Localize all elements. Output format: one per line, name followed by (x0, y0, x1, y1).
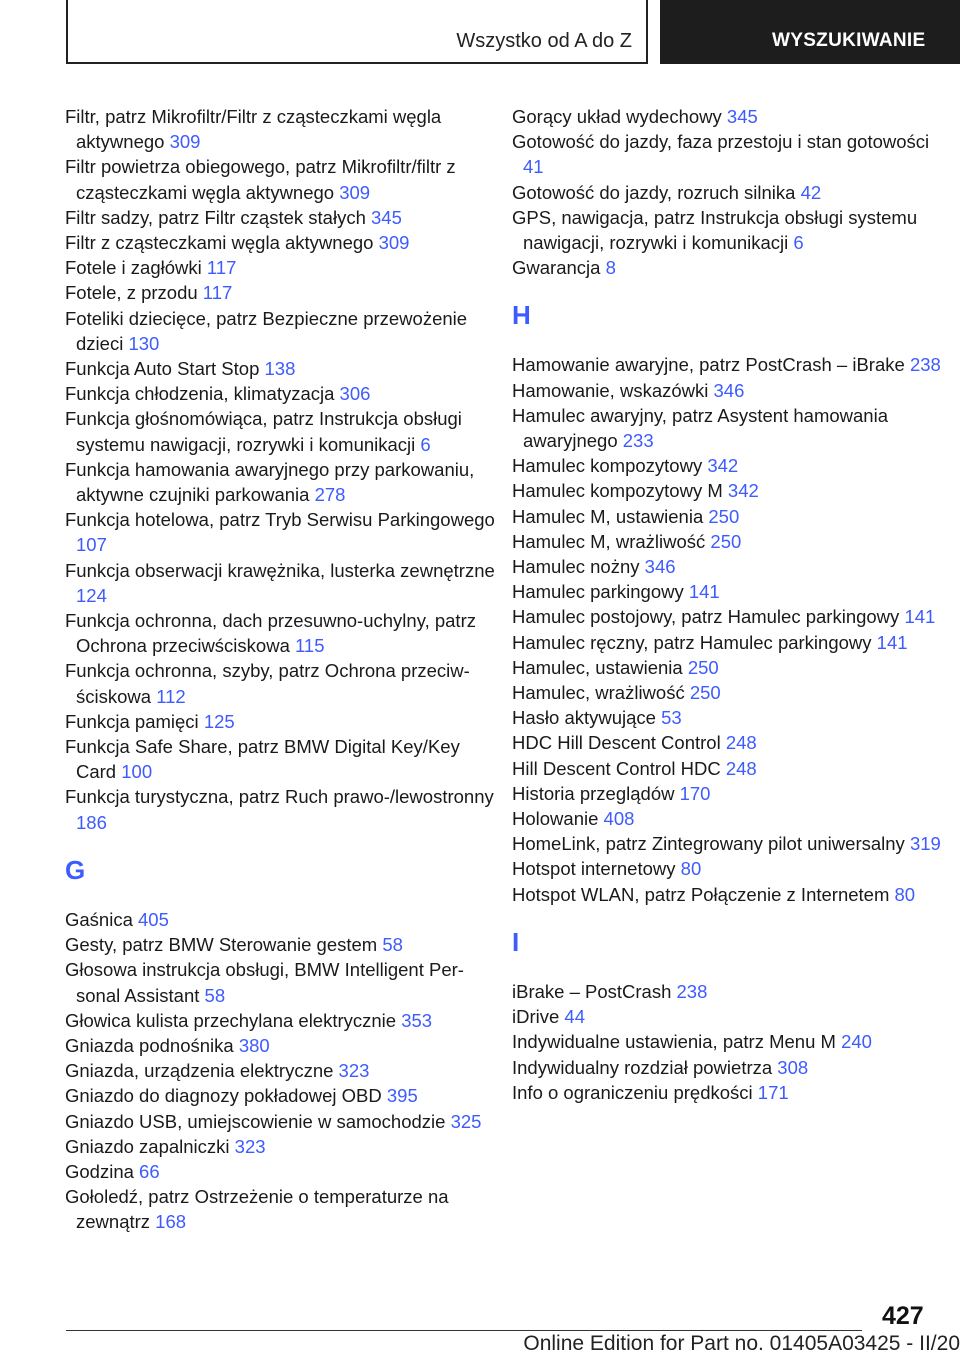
index-entry-text: Filtr, patrz Mikrofiltr/Filtr z cząsteczkami węgla aktywnego (65, 106, 442, 153)
index-entry (512, 255, 942, 280)
index-entry-text: Fotele i zagłówki (65, 257, 202, 279)
index-entry (65, 1033, 495, 1058)
index-entry-text: Hamulec parkingowy (512, 581, 684, 603)
index-entry-text: Hotspot internetowy (512, 858, 676, 880)
index-entry (512, 604, 942, 629)
index-entry-text: Hamulec, ustawienia (512, 656, 683, 678)
search-tab[interactable] (660, 0, 960, 64)
index-page-link[interactable]: 309 (169, 131, 201, 153)
index-entry-text: Gniazda, urządzenia elektryczne (65, 1060, 334, 1082)
index-entry (65, 658, 495, 708)
index-entry (512, 1055, 942, 1080)
index-entry-text: Hamulec nożny (512, 556, 640, 578)
index-entry (512, 504, 942, 529)
index-entry (512, 529, 942, 554)
index-entry-text: Gniazdo zapalniczki (65, 1135, 230, 1157)
index-entry-text: Funkcja Safe Share, patrz BMW Digital Key/Key Card (65, 736, 460, 783)
index-entry-text: Funkcja głośnomówiąca, patrz Instrukcja obsługi systemu nawigacji, rozrywki i komunikacji (65, 408, 462, 455)
index-page-link[interactable]: 250 (689, 682, 721, 704)
footer-edition-note: Online Edition for Part no. 01405A03425 - II/20 (523, 1332, 960, 1355)
index-page-link[interactable]: 250 (710, 530, 742, 552)
index-entry-text: Filtr sadzy, patrz Filtr cząstek stałych (65, 206, 366, 228)
index-entry-text: Gaśnica (65, 908, 133, 930)
index-entry (65, 1159, 495, 1184)
index-page-link[interactable]: 115 (295, 635, 325, 657)
index-entry (65, 1008, 495, 1033)
index-entry-text: iDrive (512, 1006, 560, 1028)
index-entry (512, 806, 942, 831)
index-page-link[interactable]: 66 (139, 1160, 160, 1182)
index-entry-text: Głowica kulista przechylana elektrycznie (65, 1009, 397, 1031)
index-entry-text: Hamulec kompozytowy (512, 455, 703, 477)
index-entry (512, 630, 942, 655)
index-page-link[interactable]: 238 (909, 354, 941, 376)
index-entry-text: Hill Descent Control HDC (512, 757, 721, 779)
index-entry (65, 356, 495, 381)
index-entry (512, 579, 942, 604)
index-entry (512, 1080, 942, 1105)
index-entry (65, 1184, 495, 1234)
index-entry-text: Foteliki dziecięce, patrz Bezpieczne przewożenie dzieci (65, 307, 468, 354)
index-entry-text: Funkcja hamowania awaryjnego przy parkowaniu, aktywne czujniki parkowania (65, 458, 475, 506)
index-page-link[interactable]: 53 (661, 707, 682, 729)
section-title: Wszystko od A do Z (456, 30, 632, 52)
index-entry-text: Funkcja hotelowa, patrz Tryb Serwisu Parkingowego (65, 509, 495, 531)
index-entry (65, 558, 495, 608)
index-column-left (65, 104, 495, 1235)
index-entry (512, 403, 942, 453)
index-entry-text: Fotele, z przodu (65, 282, 198, 304)
index-page-link[interactable]: 41 (523, 156, 544, 178)
index-page-link[interactable]: 238 (676, 980, 708, 1002)
index-page-link[interactable]: 323 (234, 1135, 266, 1157)
index-entry (512, 781, 942, 806)
index-page-link[interactable]: 112 (156, 685, 186, 707)
index-entry (65, 154, 495, 204)
index-entry (65, 381, 495, 406)
index-entry-text: Filtr powietrza obiegowego, patrz Mikrofiltr/filtr z cząsteczkami węgla aktywnego (65, 156, 456, 203)
index-entry-text: Hotspot WLAN, patrz Połączenie z Internetem (512, 883, 890, 905)
index-entry-text: Funkcja turystyczna, patrz Ruch prawo-/lewostronny (65, 786, 494, 808)
index-entry (65, 457, 495, 507)
index-page-link[interactable]: 58 (204, 984, 226, 1006)
index-entry-text: Funkcja obserwacji krawężnika, lusterka zewnętrzne (65, 559, 495, 581)
index-page-link[interactable]: 8 (605, 257, 616, 279)
index-page-link[interactable]: 309 (339, 181, 371, 203)
index-entry (512, 756, 942, 781)
index-entry (65, 907, 495, 932)
index-page-link[interactable]: 306 (339, 383, 371, 405)
index-page-link[interactable]: 80 (680, 858, 702, 880)
index-page-link[interactable]: 117 (202, 282, 233, 304)
index-entry (65, 104, 495, 154)
index-page-link[interactable]: 353 (401, 1009, 433, 1031)
index-page-link[interactable]: 395 (386, 1085, 418, 1107)
index-entry (65, 507, 495, 557)
index-entry (512, 180, 942, 205)
index-page-link[interactable]: 325 (450, 1110, 482, 1132)
index-entry-text: Indywidualne ustawienia, patrz Menu M (512, 1031, 836, 1053)
index-entry-text: Hamulec kompozytowy M (512, 480, 723, 502)
footer-divider (66, 1330, 862, 1331)
index-entry-text: GPS, nawigacja, patrz Instrukcja obsługi systemu nawigacji, rozrywki i komunikacji (512, 206, 918, 254)
index-page-link[interactable]: 168 (155, 1211, 187, 1233)
index-page-link[interactable]: 248 (725, 732, 757, 754)
index-entry (512, 655, 942, 680)
index-entry-text: Filtr z cząsteczkami węgla aktywnego (65, 232, 374, 254)
index-entry-text: Holowanie (512, 808, 599, 830)
index-entry (65, 1058, 495, 1083)
index-entry (65, 957, 495, 1007)
index-page-link[interactable]: 170 (679, 782, 711, 804)
index-entry-text: Głosowa instrukcja obsługi, BMW Intelligent Personal Assistant (65, 959, 464, 1006)
index-page-link[interactable]: 248 (725, 757, 757, 779)
index-entry-text: Gorący układ wydechowy (512, 106, 722, 127)
index-entry-text: Gotowość do jazdy, rozruch silnika (512, 181, 796, 203)
index-page-link[interactable]: 345 (371, 206, 402, 228)
index-page-link[interactable]: 233 (622, 430, 654, 452)
index-entry-text: Gotowość do jazdy, faza przestoju i stan gotowości (512, 131, 930, 153)
index-entry-text: Info o ograniczeniu prędkości (512, 1081, 753, 1103)
index-page-link[interactable]: 107 (76, 534, 107, 556)
index-entry (512, 705, 942, 730)
index-entry-text: Funkcja ochronna, szyby, patrz Ochrona przeciwściskowa (65, 660, 470, 707)
index-entry-text: Hasło aktywujące (512, 707, 656, 729)
index-entry-text: Gniazdo do diagnozy pokładowej OBD (65, 1085, 382, 1107)
index-page-link[interactable]: 309 (378, 232, 410, 254)
index-entry (512, 1004, 942, 1029)
index-page-link[interactable]: 58 (382, 934, 403, 956)
index-entry-text: Hamulec postojowy, patrz Hamulec parkingowy (512, 606, 900, 628)
index-entry (65, 255, 495, 280)
index-entry-text: HomeLink, patrz Zintegrowany pilot uniwersalny (512, 833, 905, 855)
index-entry-text: Indywidualny rozdział powietrza (512, 1056, 773, 1078)
index-entry-text: Hamowanie awaryjne, patrz PostCrash – iBrake (512, 354, 905, 376)
search-tab-label: WYSZUKIWANIE (772, 30, 926, 51)
index-entry-text: Gniazdo USB, umiejscowienie w samochodzie (65, 1110, 446, 1132)
index-page-link[interactable]: 408 (603, 808, 635, 830)
page-number: 427 (882, 1302, 924, 1330)
index-entry (512, 1029, 942, 1054)
index-entry-text: Gniazda podnośnika (65, 1034, 234, 1056)
index-page-link[interactable]: 380 (238, 1034, 270, 1056)
index-entry (512, 453, 942, 478)
index-page-link[interactable]: 141 (688, 581, 720, 603)
index-entry (512, 478, 942, 503)
index-entry (65, 1134, 495, 1159)
index-entry (65, 1109, 495, 1134)
index-entry-text: HDC Hill Descent Control (512, 732, 721, 754)
index-entry-text: Historia przeglądów (512, 782, 675, 804)
index-page-link[interactable]: 44 (564, 1006, 585, 1028)
index-page-link[interactable]: 308 (777, 1056, 809, 1078)
index-entry (512, 378, 942, 403)
index-entry-text: Hamulec M, ustawienia (512, 505, 704, 527)
index-letter-heading: G (65, 854, 86, 885)
index-entry-text: Godzina (65, 1160, 134, 1182)
index-page-link[interactable]: 100 (121, 761, 153, 783)
index-page-link[interactable]: 171 (757, 1081, 789, 1103)
index-entry (65, 205, 495, 230)
index-page-link[interactable]: 42 (800, 181, 822, 203)
index-entry (512, 730, 942, 755)
index-page-link[interactable]: 319 (909, 833, 941, 855)
index-entry-text: Hamulec awaryjny, patrz Asystent hamowania awaryjnego (512, 404, 888, 452)
index-letter-heading: I (512, 926, 520, 957)
index-entry-text: Funkcja Auto Start Stop (65, 358, 260, 380)
index-page-link[interactable]: 138 (264, 358, 296, 380)
index-entry-text: Funkcja ochronna, dach przesuwno-uchylny, patrz Ochrona przeciwściskowa (65, 610, 476, 657)
index-entry (65, 1083, 495, 1108)
index-entry-text: Hamulec M, wrażliwość (512, 530, 706, 552)
index-entry-text: Gołoledź, patrz Ostrzeżenie o temperaturze na zewnątrz (65, 1186, 449, 1233)
index-page-link[interactable]: 186 (76, 811, 107, 833)
index-entry (512, 104, 942, 129)
index-page-link[interactable]: 342 (727, 480, 759, 502)
index-entry (512, 205, 942, 255)
index-entry (512, 831, 942, 856)
index-entry-text: Hamowanie, wskazówki (512, 379, 709, 401)
index-entry (65, 306, 495, 356)
index-page-link[interactable]: 130 (128, 332, 160, 354)
index-page-link[interactable]: 141 (904, 606, 936, 628)
index-entry (65, 932, 495, 957)
index-entry (65, 784, 495, 834)
index-entry-text: Funkcja pamięci (65, 710, 199, 732)
index-page-link[interactable]: 323 (338, 1060, 370, 1082)
index-page-link[interactable]: 405 (138, 908, 169, 930)
index-entry (512, 882, 942, 907)
index-page-link[interactable]: 345 (726, 106, 758, 127)
index-entry (512, 129, 942, 179)
index-entry-text: Gesty, patrz BMW Sterowanie gestem (65, 934, 378, 956)
header-bar (66, 0, 648, 64)
index-entry (512, 680, 942, 705)
index-page-link[interactable]: 278 (314, 484, 346, 506)
index-page-link[interactable]: 124 (76, 584, 107, 606)
index-entry (512, 554, 942, 579)
index-letter-heading: H (512, 300, 531, 331)
index-page-link[interactable]: 250 (687, 656, 719, 678)
index-page-link[interactable]: 6 (420, 433, 431, 455)
index-page-link[interactable]: 80 (894, 883, 916, 905)
index-column-right (512, 104, 942, 1105)
index-entry-text: Hamulec, wrażliwość (512, 682, 685, 704)
index-page-link[interactable]: 342 (707, 455, 739, 477)
index-entry (512, 979, 942, 1004)
index-page-link[interactable]: 117 (206, 257, 237, 279)
index-entry-text: iBrake – PostCrash (512, 980, 672, 1002)
index-page-link[interactable]: 346 (713, 379, 745, 401)
index-entry (65, 280, 495, 305)
index-page-link[interactable]: 346 (644, 556, 676, 578)
index-entry (65, 734, 495, 784)
index-page-link[interactable]: 6 (793, 232, 804, 254)
index-entry (512, 856, 942, 881)
index-entry (65, 709, 495, 734)
index-entry (65, 230, 495, 255)
index-page-link[interactable]: 141 (876, 631, 908, 653)
index-entry-text: Funkcja chłodzenia, klimatyzacja (65, 383, 335, 405)
index-page-link[interactable]: 125 (203, 710, 235, 732)
index-entry (65, 406, 495, 456)
index-entry-text: Hamulec ręczny, patrz Hamulec parkingowy (512, 631, 872, 653)
index-page-link[interactable]: 250 (708, 505, 740, 527)
index-page-link[interactable]: 240 (841, 1031, 872, 1053)
index-entry-text: Gwarancja (512, 257, 601, 279)
index-entry (65, 608, 495, 658)
index-entry (512, 352, 942, 377)
